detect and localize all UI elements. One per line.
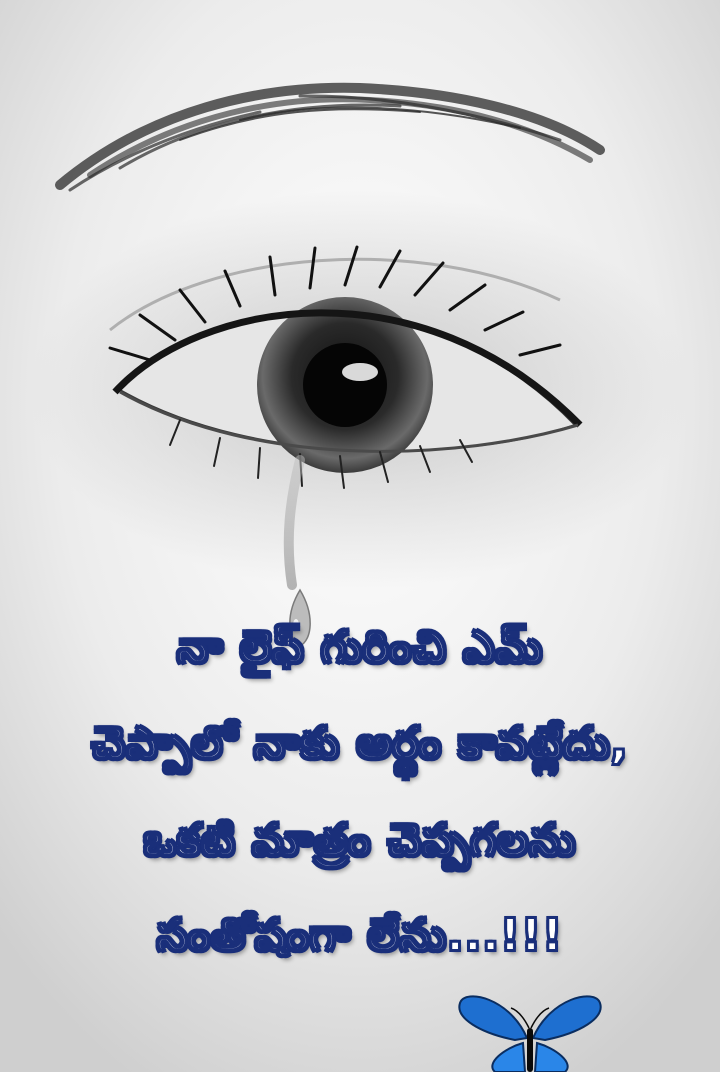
quote-line-4: సంతోషంగా లేను...!!! [156,910,564,961]
quote-line-1: నా లైఫ్ గురించి ఎమ్ [177,622,543,673]
butterfly-icon [455,988,605,1072]
quote-line-3: ఒకటి మాత్రం చెప్పగలను [143,815,577,866]
quote-line-2: చెప్పాలో నాకు అర్థం కావట్లేదు, [91,718,629,769]
